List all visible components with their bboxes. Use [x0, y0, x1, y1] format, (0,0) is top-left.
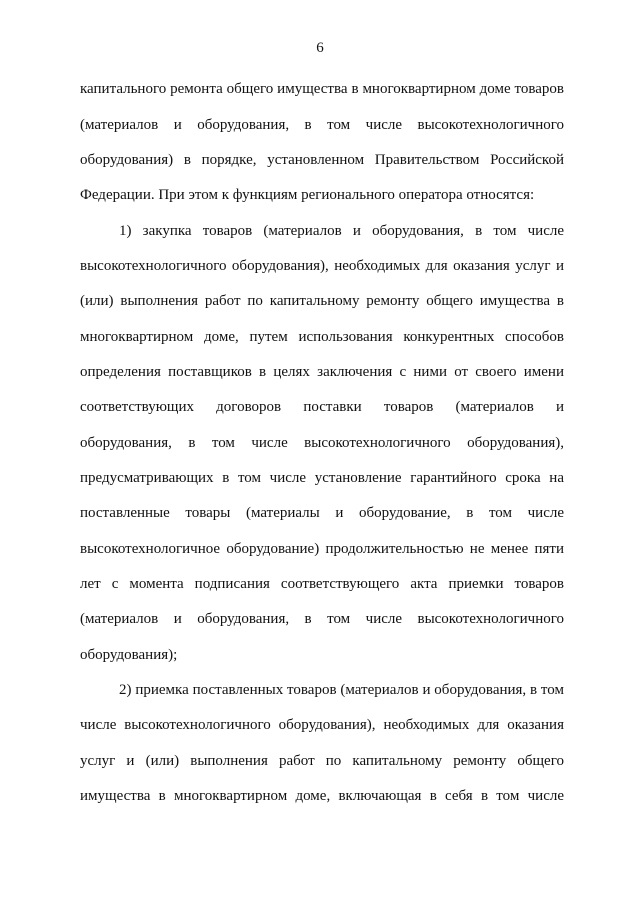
text-line: 2) приемка поставленных товаров (материалов и оборудования, в том	[119, 682, 564, 698]
text-line: (материалов и оборудования, в том числе высокотехнологичного	[80, 611, 564, 627]
text-line: (или) выполнения работ по капитальному ремонту общего имущества в	[80, 293, 564, 309]
text-line: определения поставщиков в целях заключения с ними от своего имени	[80, 364, 564, 380]
text-line: многоквартирном доме, путем использования конкурентных способов	[80, 329, 564, 345]
text-line: оборудования);	[80, 647, 178, 663]
text-line: числе высокотехнологичного оборудования), необходимых для оказания	[80, 717, 564, 733]
text-line: Федерации. При этом к функциям регионального оператора относятся:	[80, 187, 535, 203]
text-line: высокотехнологичное оборудование) продолжительностью не менее пяти	[80, 541, 564, 557]
text-line: 1) закупка товаров (материалов и оборудования, в том числе	[119, 223, 564, 239]
page-number: 6	[316, 40, 324, 56]
text-line: высокотехнологичного оборудования), необходимых для оказания услуг и	[80, 258, 564, 274]
text-line: оборудования) в порядке, установленном Правительством Российской	[80, 152, 564, 168]
text-line: поставленные товары (материалы и оборудование, в том числе	[80, 505, 564, 521]
text-line: услуг и (или) выполнения работ по капитальному ремонту общего	[80, 753, 564, 769]
text-line: соответствующих договоров поставки товаров (материалов и	[80, 399, 564, 415]
text-line: предусматривающих в том числе установление гарантийного срока на	[80, 470, 564, 486]
text-line: имущества в многоквартирном доме, включающая в себя в том числе	[80, 788, 564, 804]
text-line: (материалов и оборудования, в том числе высокотехнологичного	[80, 117, 564, 133]
text-line: оборудования, в том числе высокотехнологичного оборудования),	[80, 435, 564, 451]
text-line: лет с момента подписания соответствующего акта приемки товаров	[80, 576, 564, 592]
text-line: капитального ремонта общего имущества в многоквартирном доме товаров	[80, 81, 564, 97]
